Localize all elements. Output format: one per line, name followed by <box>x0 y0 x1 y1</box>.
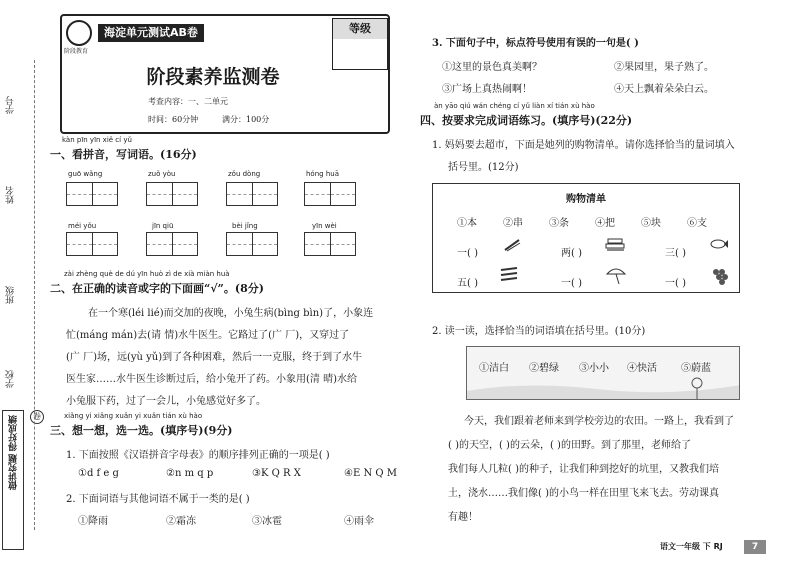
books-icon <box>605 236 625 252</box>
student-id-label: 学号 <box>6 96 16 114</box>
binding-margin <box>2 0 41 566</box>
writing-grid[interactable] <box>226 232 278 256</box>
writing-grid[interactable] <box>226 182 278 206</box>
writing-grid[interactable] <box>304 232 356 256</box>
writing-grid[interactable] <box>146 232 198 256</box>
s4-pinyin: àn yāo qiú wán chéng cí yǔ liàn xí tián xù hào <box>434 102 595 110</box>
s3-q1-opt[interactable]: ④E N Q M <box>344 468 397 479</box>
s3-q2: 2. 下面词语与其他词语不属于一类的是( ) <box>66 494 250 505</box>
para-line-5: 有趣！ <box>448 512 478 523</box>
s3-q1-opt[interactable]: ②n m q p <box>166 468 214 479</box>
s2-line-3: (广 厂)场，远(yù yǔ)到了各种困难，然后一一克服，终于到了水牛 <box>66 352 363 363</box>
s3-title: 三、想一想，选一选。(填序号)(9分) <box>50 424 233 437</box>
s3-q3-opt[interactable]: ②果园里，果子熟了。 <box>614 62 714 73</box>
s3-q3-opt[interactable]: ③广场上真热闹啊！ <box>442 84 532 95</box>
para-line-2: ( )的天空，( )的云朵，( )的田野。到了那里，老师给了 <box>448 440 691 451</box>
umbrella-icon <box>605 264 627 286</box>
writing-grid[interactable] <box>146 182 198 206</box>
s3-q1-opt[interactable]: ①d f e g <box>78 468 119 479</box>
s3-q3-opt[interactable]: ④天上飘着朵朵白云。 <box>614 84 714 95</box>
word-option: ②碧绿 <box>529 363 559 374</box>
slogan-text: 做讲究题 得好成绩 <box>8 415 19 491</box>
s2-line-5: 小兔服下药，过了一会儿，小兔感觉好多了。 <box>66 396 266 407</box>
s3-q2-opt[interactable]: ②霜冻 <box>166 516 196 527</box>
fish-icon <box>709 236 729 252</box>
footer-text: 语文一年级 下 RJ <box>660 542 723 551</box>
grade-label: 等级 <box>333 19 387 39</box>
s4-q1: 1. 妈妈要去超市，下面是她列的购物清单。请你选择恰当的量词填入 <box>432 140 735 151</box>
answer-slot[interactable]: 五( ) <box>457 278 478 289</box>
name-label: 姓名 <box>6 186 16 204</box>
measure-word: ③条 <box>549 218 569 229</box>
pinyin-7: bèi jǐng <box>232 222 258 230</box>
measure-word: ⑤块 <box>641 218 661 229</box>
para-line-3: 我们每人几粒( )的种子，让我们种到挖好的坑里，又教我们培 <box>448 464 719 475</box>
s3-q1: 1. 下面按照《汉语拼音字母表》的顺序排列正确的一项是( ) <box>66 450 330 461</box>
exam-content: 考查内容：一、二单元 <box>148 97 228 106</box>
shopping-list-title: 购物清单 <box>566 194 606 205</box>
measure-word: ①本 <box>457 218 477 229</box>
s4-q2: 2. 读一读，选择恰当的词语填在括号里。(10分) <box>432 326 646 337</box>
para-line-4: 土，浇水……我们像( )的小鸟一样在田里飞来飞去。劳动课真 <box>448 488 719 499</box>
answer-slot[interactable]: 一( ) <box>561 278 582 289</box>
s3-q2-opt[interactable]: ①降雨 <box>78 516 108 527</box>
answer-slot[interactable]: 三( ) <box>665 248 686 259</box>
s3-q2-opt[interactable]: ③冰雹 <box>252 516 282 527</box>
writing-grid[interactable] <box>66 182 118 206</box>
grapes-icon <box>709 264 731 286</box>
answer-slot[interactable]: 一( ) <box>457 248 478 259</box>
s2-line-4: 医生家……水牛医生诊断过后，给小兔开了药。小象用(清 晴)水给 <box>66 374 357 385</box>
s1-pinyin: kàn pīn yīn xiě cí yǔ <box>62 136 132 144</box>
brand-sub: 阶段教育 <box>64 48 89 55</box>
word-option: ①洁白 <box>479 363 509 374</box>
measure-word: ④把 <box>595 218 615 229</box>
pinyin-6: jīn qiū <box>152 222 174 230</box>
shopping-list-box <box>432 183 740 293</box>
exam-time: 时间：60分钟 <box>148 115 199 124</box>
s3-q2-opt[interactable]: ④雨伞 <box>344 516 374 527</box>
slogan-strip <box>2 410 24 550</box>
school-label: 学校 <box>6 370 16 388</box>
pinyin-4: hóng huā <box>306 170 339 178</box>
writing-grid[interactable] <box>66 232 118 256</box>
measure-word: ⑥支 <box>687 218 707 229</box>
s2-pinyin: zài zhèng què de dú yīn huò zì de xià miàn huà <box>64 270 230 278</box>
s2-line-1: 在一个寒(léi lié)而交加的夜晚，小兔生病(bìng bìn)了，小象连 <box>88 308 374 319</box>
header-box <box>60 14 390 134</box>
page-title: 阶段素养监测卷 <box>146 66 280 88</box>
s2-line-2: 忙(máng mán)去(请 情)水牛医生。它路过了(广 厂)，又穿过了 <box>66 330 350 341</box>
measure-word: ②串 <box>503 218 523 229</box>
pinyin-1: guō wǎng <box>68 170 103 178</box>
s2-title: 二、在正确的读音或字的下面画“√”。(8分) <box>50 282 264 295</box>
pinyin-5: méi yǒu <box>68 222 97 230</box>
s3-pinyin: xiǎng yi xiǎng xuǎn yi xuǎn tián xù hào <box>64 412 203 420</box>
word-option: ④快活 <box>627 363 657 374</box>
towels-icon <box>499 266 519 284</box>
answer-slot[interactable]: 两( ) <box>561 248 582 259</box>
exam-score: 满分：100分 <box>222 115 270 124</box>
seal-badge: 卷 <box>30 410 44 424</box>
s1-title: 一、看拼音，写词语。(16分) <box>50 148 197 161</box>
pinyin-8: yīn wèi <box>312 222 337 230</box>
page-number: 7 <box>744 540 766 554</box>
class-label: 班级 <box>6 286 16 304</box>
pinyin-3: zǒu dòng <box>228 170 261 178</box>
brand-banner: 海淀单元测试AB卷 <box>98 24 204 42</box>
brand-logo-icon <box>66 20 92 46</box>
field-landscape-icon <box>467 377 740 400</box>
grade-box <box>332 18 388 70</box>
word-option: ③小小 <box>579 363 609 374</box>
answer-slot[interactable]: 一( ) <box>665 278 686 289</box>
s3-q3-opt[interactable]: ①这里的景色真美啊？ <box>442 62 542 73</box>
pencil-icon <box>503 238 521 252</box>
writing-grid[interactable] <box>304 182 356 206</box>
word-option: ⑤蔚蓝 <box>681 363 711 374</box>
s4-title: 四、按要求完成词语练习。(填序号)(22分) <box>420 114 633 127</box>
pinyin-2: zuǒ yòu <box>148 170 176 178</box>
s3-q1-opt[interactable]: ③K Q R X <box>252 468 301 479</box>
s4-q1b: 括号里。(12分) <box>448 162 519 173</box>
para-line-1: 今天，我们跟着老师来到学校旁边的农田。一路上，我看到了 <box>464 416 734 427</box>
s3-q3: 3. 下面句子中，标点符号使用有误的一句是( ) <box>432 38 639 49</box>
fold-line <box>34 60 35 530</box>
word-bank-scene <box>466 346 740 400</box>
